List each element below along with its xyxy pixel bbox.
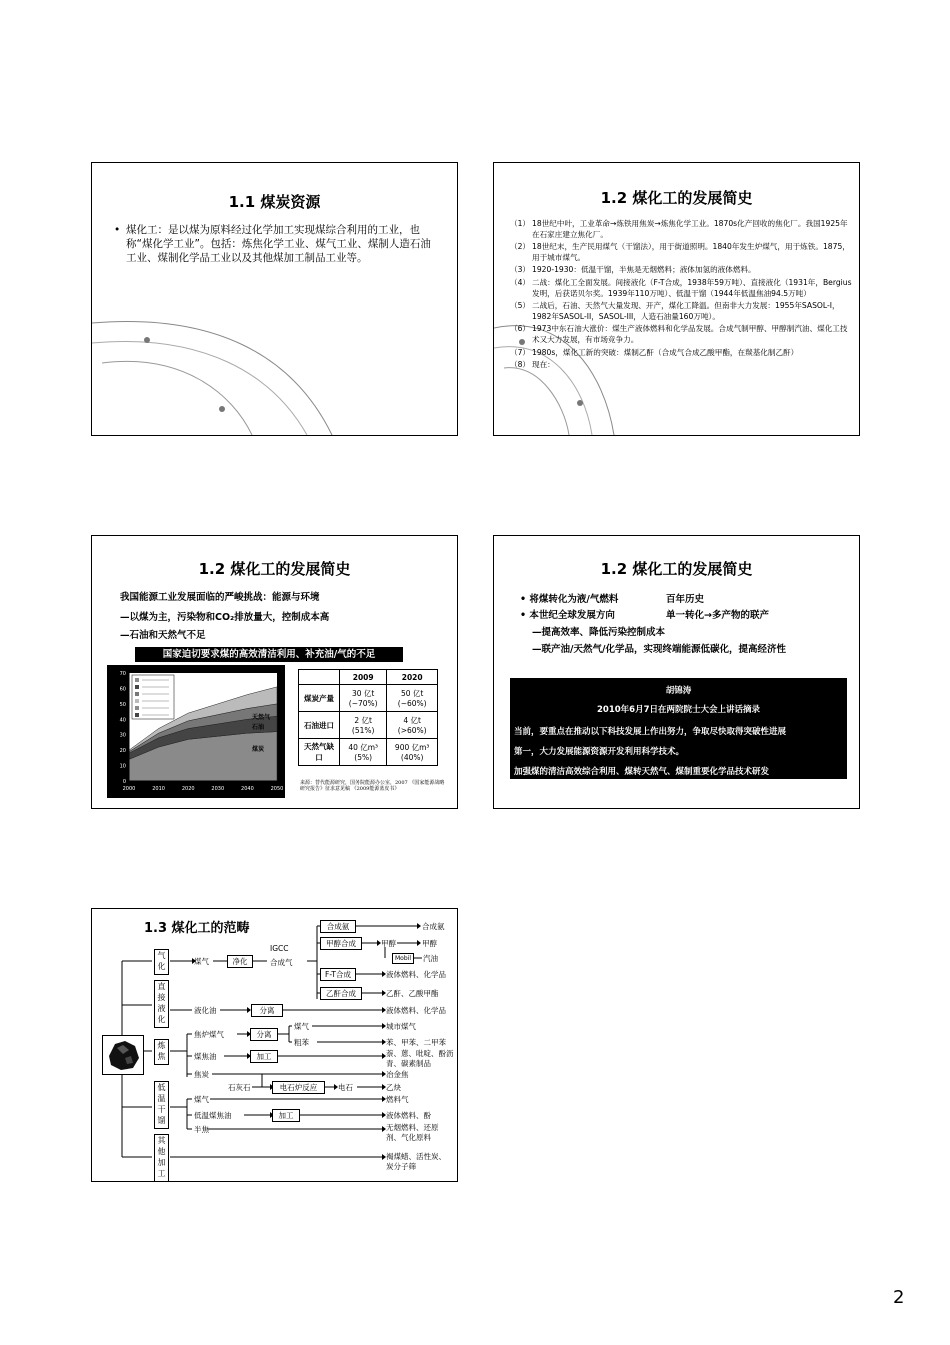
table-cell: 4 亿t (>60%) xyxy=(387,712,438,739)
label-methanol: 甲醇 xyxy=(381,939,396,948)
item-text: 1920-1930：低温干馏，半焦是无烟燃料；液体加氢的液体燃料。 xyxy=(532,265,756,275)
history-list xyxy=(510,219,855,373)
box-separation-1: 分离 xyxy=(251,1004,283,1017)
category-other-processing: 其他加工 xyxy=(154,1134,169,1182)
label-coke: 焦炭 xyxy=(194,1070,209,1079)
table-cell: 2 亿t (51%) xyxy=(340,712,387,739)
list-item xyxy=(510,219,855,240)
list-item xyxy=(510,301,855,322)
bullet-marker: • xyxy=(114,224,121,236)
box-purification: 净化 xyxy=(227,955,253,968)
bullet-1-text: 将煤转化为液/气燃料 xyxy=(529,594,619,605)
sub-point-2: —联产油/天然气/化学品，实现终端能源低碳化，提高经济性 xyxy=(532,644,786,655)
table-cell: 40 亿m³ (5%) xyxy=(340,739,387,766)
label-gas-lt: 煤气 xyxy=(194,1095,209,1104)
y-tick-label: 60 xyxy=(119,686,126,693)
quote-line-2: 第一，大力发展能源资源开发利用科学技术。 xyxy=(514,747,685,757)
energy-area-chart xyxy=(107,665,285,798)
label-syngas: 合成气 xyxy=(270,958,293,967)
label-liquefied-oil: 液化油 xyxy=(194,1006,217,1015)
box-processing-1: 加工 xyxy=(250,1050,278,1063)
x-tick-label: 2010 xyxy=(152,786,165,792)
bullet-1-note: 百年历史 xyxy=(666,594,705,605)
list-item xyxy=(510,324,855,345)
table-row xyxy=(299,712,438,739)
product-liquid-fuel-phenol: 液体燃料、酚 xyxy=(386,1111,431,1120)
list-item xyxy=(510,278,855,299)
coal-icon xyxy=(103,1036,143,1074)
energy-comparison-table xyxy=(298,669,438,766)
item-text: 1980s，煤化工新的突破：煤制乙酐（合成气合成乙酸甲酯，在羰基化制乙酐） xyxy=(532,347,799,357)
table-row xyxy=(299,739,438,766)
legend-swatch xyxy=(135,692,139,696)
source-note: 来源：替代能源研究，国务院能源办公室，2007 《国家能源战略研究报告》征求意见稿 《2009能源蓝皮书》 xyxy=(300,780,445,792)
box-processing-2: 加工 xyxy=(272,1109,300,1122)
label-calcium-carbide: 电石 xyxy=(338,1083,353,1092)
slide-title: 1.2 煤化工的发展简史 xyxy=(600,189,753,207)
product-acetylene: 乙炔 xyxy=(386,1083,401,1092)
label-coal-gas: 煤气 xyxy=(194,957,209,966)
definition-text: 煤化工：是以煤为原料经过化学加工实现煤综合利用的工业，也称“煤化学工业”。包括：炼焦化学工业、煤气工业、煤制人造石油工业、煤制化学品工业以及其他煤加工制品工业等。 xyxy=(126,224,431,264)
row-label: 石油进口 xyxy=(299,712,340,739)
slide-title: 1.3 煤化工的范畴 xyxy=(144,921,250,936)
item-number: （4） xyxy=(510,277,531,287)
energy-chart-panel xyxy=(107,665,285,798)
requirement-banner: 国家迫切要求煤的高效清洁利用、补充油/气的不足 xyxy=(135,647,403,662)
row-label: 天然气缺口 xyxy=(299,739,340,766)
item-number: （7） xyxy=(510,347,531,357)
label-gas: 煤气 xyxy=(294,1022,309,1031)
item-text: 现在： xyxy=(532,360,555,370)
box-mobil: Mobil xyxy=(392,953,414,964)
product-metallurgical-coke: 冶金焦 xyxy=(386,1070,409,1079)
bullet-1: • 将煤转化为液/气燃料 xyxy=(520,594,619,605)
item-text: 1973中东石油大涨价：煤生产液体燃料和化学品发展。合成气制甲醇、甲醇制汽油、煤化工技术又大力发展，有市场竞争力。 xyxy=(532,324,848,344)
item-text: 18世纪中叶，工业革命→炼铁用焦炭→炼焦化学工业。1870s化产回收的焦化厂。我国1925年在石家庄建立焦化厂。 xyxy=(532,219,848,239)
x-tick-label: 2020 xyxy=(181,786,195,792)
quote-line-3: 加强煤的清洁高效综合利用、煤转天然气、煤制重要化学品技术研发 xyxy=(514,767,770,777)
y-tick-label: 10 xyxy=(119,763,126,770)
product-ft-liquid-fuels: 液体燃料、化学品 xyxy=(386,970,446,979)
item-number: （3） xyxy=(510,265,531,275)
coal-lump-image xyxy=(102,1035,144,1075)
product-tar-chemicals: 萘、蒽、吡啶、酚沥青、碳素制品 xyxy=(386,1049,454,1068)
product-acetic-anhydride: 乙酐、乙酸甲酯 xyxy=(386,989,439,998)
bullet-2-note: 单一转化→多产物的联产 xyxy=(666,610,769,621)
legend-swatch xyxy=(135,699,139,703)
sub-point-1: —提高效率、降低污染控制成本 xyxy=(532,627,666,638)
x-tick-label: 2040 xyxy=(241,786,254,792)
label-low-temp-tar: 低温煤焦油 xyxy=(194,1111,232,1120)
challenge-line-2: —石油和天然气不足 xyxy=(120,630,206,641)
legend-swatch xyxy=(135,678,139,682)
header-cell: 2020 xyxy=(387,670,438,685)
table-cell: 900 亿m³ (40%) xyxy=(387,739,438,766)
box-ammonia-synthesis: 合成氨 xyxy=(320,920,356,933)
x-tick-label: 2000 xyxy=(122,786,136,792)
box-acetic-anhydride-synthesis: 乙酐合成 xyxy=(320,987,362,1000)
table-row xyxy=(299,685,438,712)
product-fuel-gas: 燃料气 xyxy=(386,1095,409,1104)
series-label: 煤炭 xyxy=(252,746,265,753)
challenge-line-1: —以煤为主，污染物和CO₂排放量大，控制成本高 xyxy=(120,612,330,623)
product-gasoline: 汽油 xyxy=(423,954,438,963)
item-number: （8） xyxy=(510,360,531,370)
speaker-name: 胡锦涛 xyxy=(665,686,692,696)
header-cell: 2009 xyxy=(340,670,387,685)
table-cell: 50 亿t (~60%) xyxy=(387,685,438,712)
label-semi-coke: 半焦 xyxy=(194,1125,209,1134)
product-methanol: 甲醇 xyxy=(422,939,437,948)
label-crude-benzene: 粗苯 xyxy=(294,1038,309,1047)
label-coke-oven-gas: 焦炉煤气 xyxy=(194,1030,224,1039)
y-tick-label: 50 xyxy=(119,701,126,708)
table-header-row xyxy=(299,670,438,685)
list-item xyxy=(510,348,855,359)
x-tick-label: 2030 xyxy=(211,786,225,792)
label-igcc: IGCC xyxy=(270,944,289,953)
slide-4 xyxy=(493,535,860,809)
box-methanol-synthesis: 甲醇合成 xyxy=(320,937,362,950)
slide-5 xyxy=(91,908,458,1182)
box-carbide-furnace: 电石炉反应 xyxy=(272,1081,325,1094)
table-cell: 30 亿t (~70%) xyxy=(340,685,387,712)
legend-swatch xyxy=(135,685,139,689)
product-ammonia: 合成氨 xyxy=(422,922,445,931)
y-tick-label: 0 xyxy=(122,779,126,785)
challenge-heading: 我国能源工业发展面临的严峻挑战：能源与环境 xyxy=(120,592,320,603)
x-tick-label: 2050 xyxy=(270,786,284,792)
y-tick-label: 70 xyxy=(119,671,126,677)
series-label: 石油 xyxy=(252,724,265,731)
list-item xyxy=(510,360,855,371)
slide-title: 1.1 煤炭资源 xyxy=(228,193,321,211)
y-tick-label: 20 xyxy=(119,748,126,755)
list-item xyxy=(510,242,855,263)
y-tick-label: 40 xyxy=(119,717,126,724)
quote-line-1: 当前，要重点在推动以下科技发展上作出努力，争取尽快取得突破性进展 xyxy=(514,727,787,737)
bullet-2-text: 本世纪全球发展方向 xyxy=(529,610,615,621)
bullet-2: • 本世纪全球发展方向 xyxy=(520,610,615,621)
legend-swatch xyxy=(135,713,139,717)
category-low-temp-carbonization: 低温干馏 xyxy=(154,1081,169,1129)
label-limestone: 石灰石 xyxy=(228,1083,251,1092)
slide-2 xyxy=(493,162,860,436)
box-separation-2: 分离 xyxy=(250,1028,278,1041)
list-item xyxy=(510,265,855,276)
y-tick-label: 30 xyxy=(119,732,126,739)
item-number: （6） xyxy=(510,324,531,334)
item-number: （1） xyxy=(510,219,531,228)
series-label: 天然气 xyxy=(252,714,271,721)
category-coking: 炼焦 xyxy=(154,1039,169,1065)
product-liquefaction: 液体燃料、化学品 xyxy=(386,1006,446,1015)
speech-date: 2010年6月7日在两院院士大会上讲话摘录 xyxy=(597,705,760,715)
header-cell xyxy=(299,670,340,685)
item-number: （5） xyxy=(510,301,531,311)
definition-paragraph xyxy=(114,223,432,265)
page-number: 2 xyxy=(893,1287,905,1308)
item-text: 二战：煤化工全面发展。间接液化（F-T合成，1938年59万吨）、直接液化（1931年，Bergius发明，后获诺贝尔奖。1939年110万吨）、低温干馏（1944年低温焦油94.5万吨） xyxy=(532,277,852,298)
speech-quote-box xyxy=(510,678,847,779)
slide-title: 1.2 煤化工的发展简史 xyxy=(600,560,753,578)
product-smokeless-fuel: 无烟燃料、还原剂、气化原料 xyxy=(386,1123,439,1142)
category-gasification: 气化 xyxy=(154,949,169,975)
product-btx: 苯、甲苯、二甲苯 xyxy=(386,1038,446,1047)
item-text: 18世纪末，生产民用煤气（干馏法），用于街道照明。1840年发生炉煤气，用于炼铁。1875，用于城市煤气。 xyxy=(532,242,850,262)
item-text: 二战后，石油、天然气大量发现、开产，煤化工降温。但南非大力发展：1955年SASOL-I，1982年SASOL-II，SASOL-III，人造石油量160万吨）。 xyxy=(532,301,840,321)
slide-1 xyxy=(91,162,458,436)
slide-3 xyxy=(91,535,458,809)
product-other: 褐煤蜡、活性炭、炭分子筛 xyxy=(386,1152,446,1171)
legend-swatch xyxy=(135,706,139,710)
row-label: 煤炭产量 xyxy=(299,685,340,712)
slide-title: 1.2 煤化工的发展简史 xyxy=(198,560,351,578)
item-number: （2） xyxy=(510,242,531,252)
product-city-gas: 城市煤气 xyxy=(386,1022,416,1031)
box-ft-synthesis: F-T合成 xyxy=(320,968,356,981)
label-coal-tar: 煤焦油 xyxy=(194,1052,217,1061)
category-direct-liquefaction: 直接液化 xyxy=(154,980,169,1028)
